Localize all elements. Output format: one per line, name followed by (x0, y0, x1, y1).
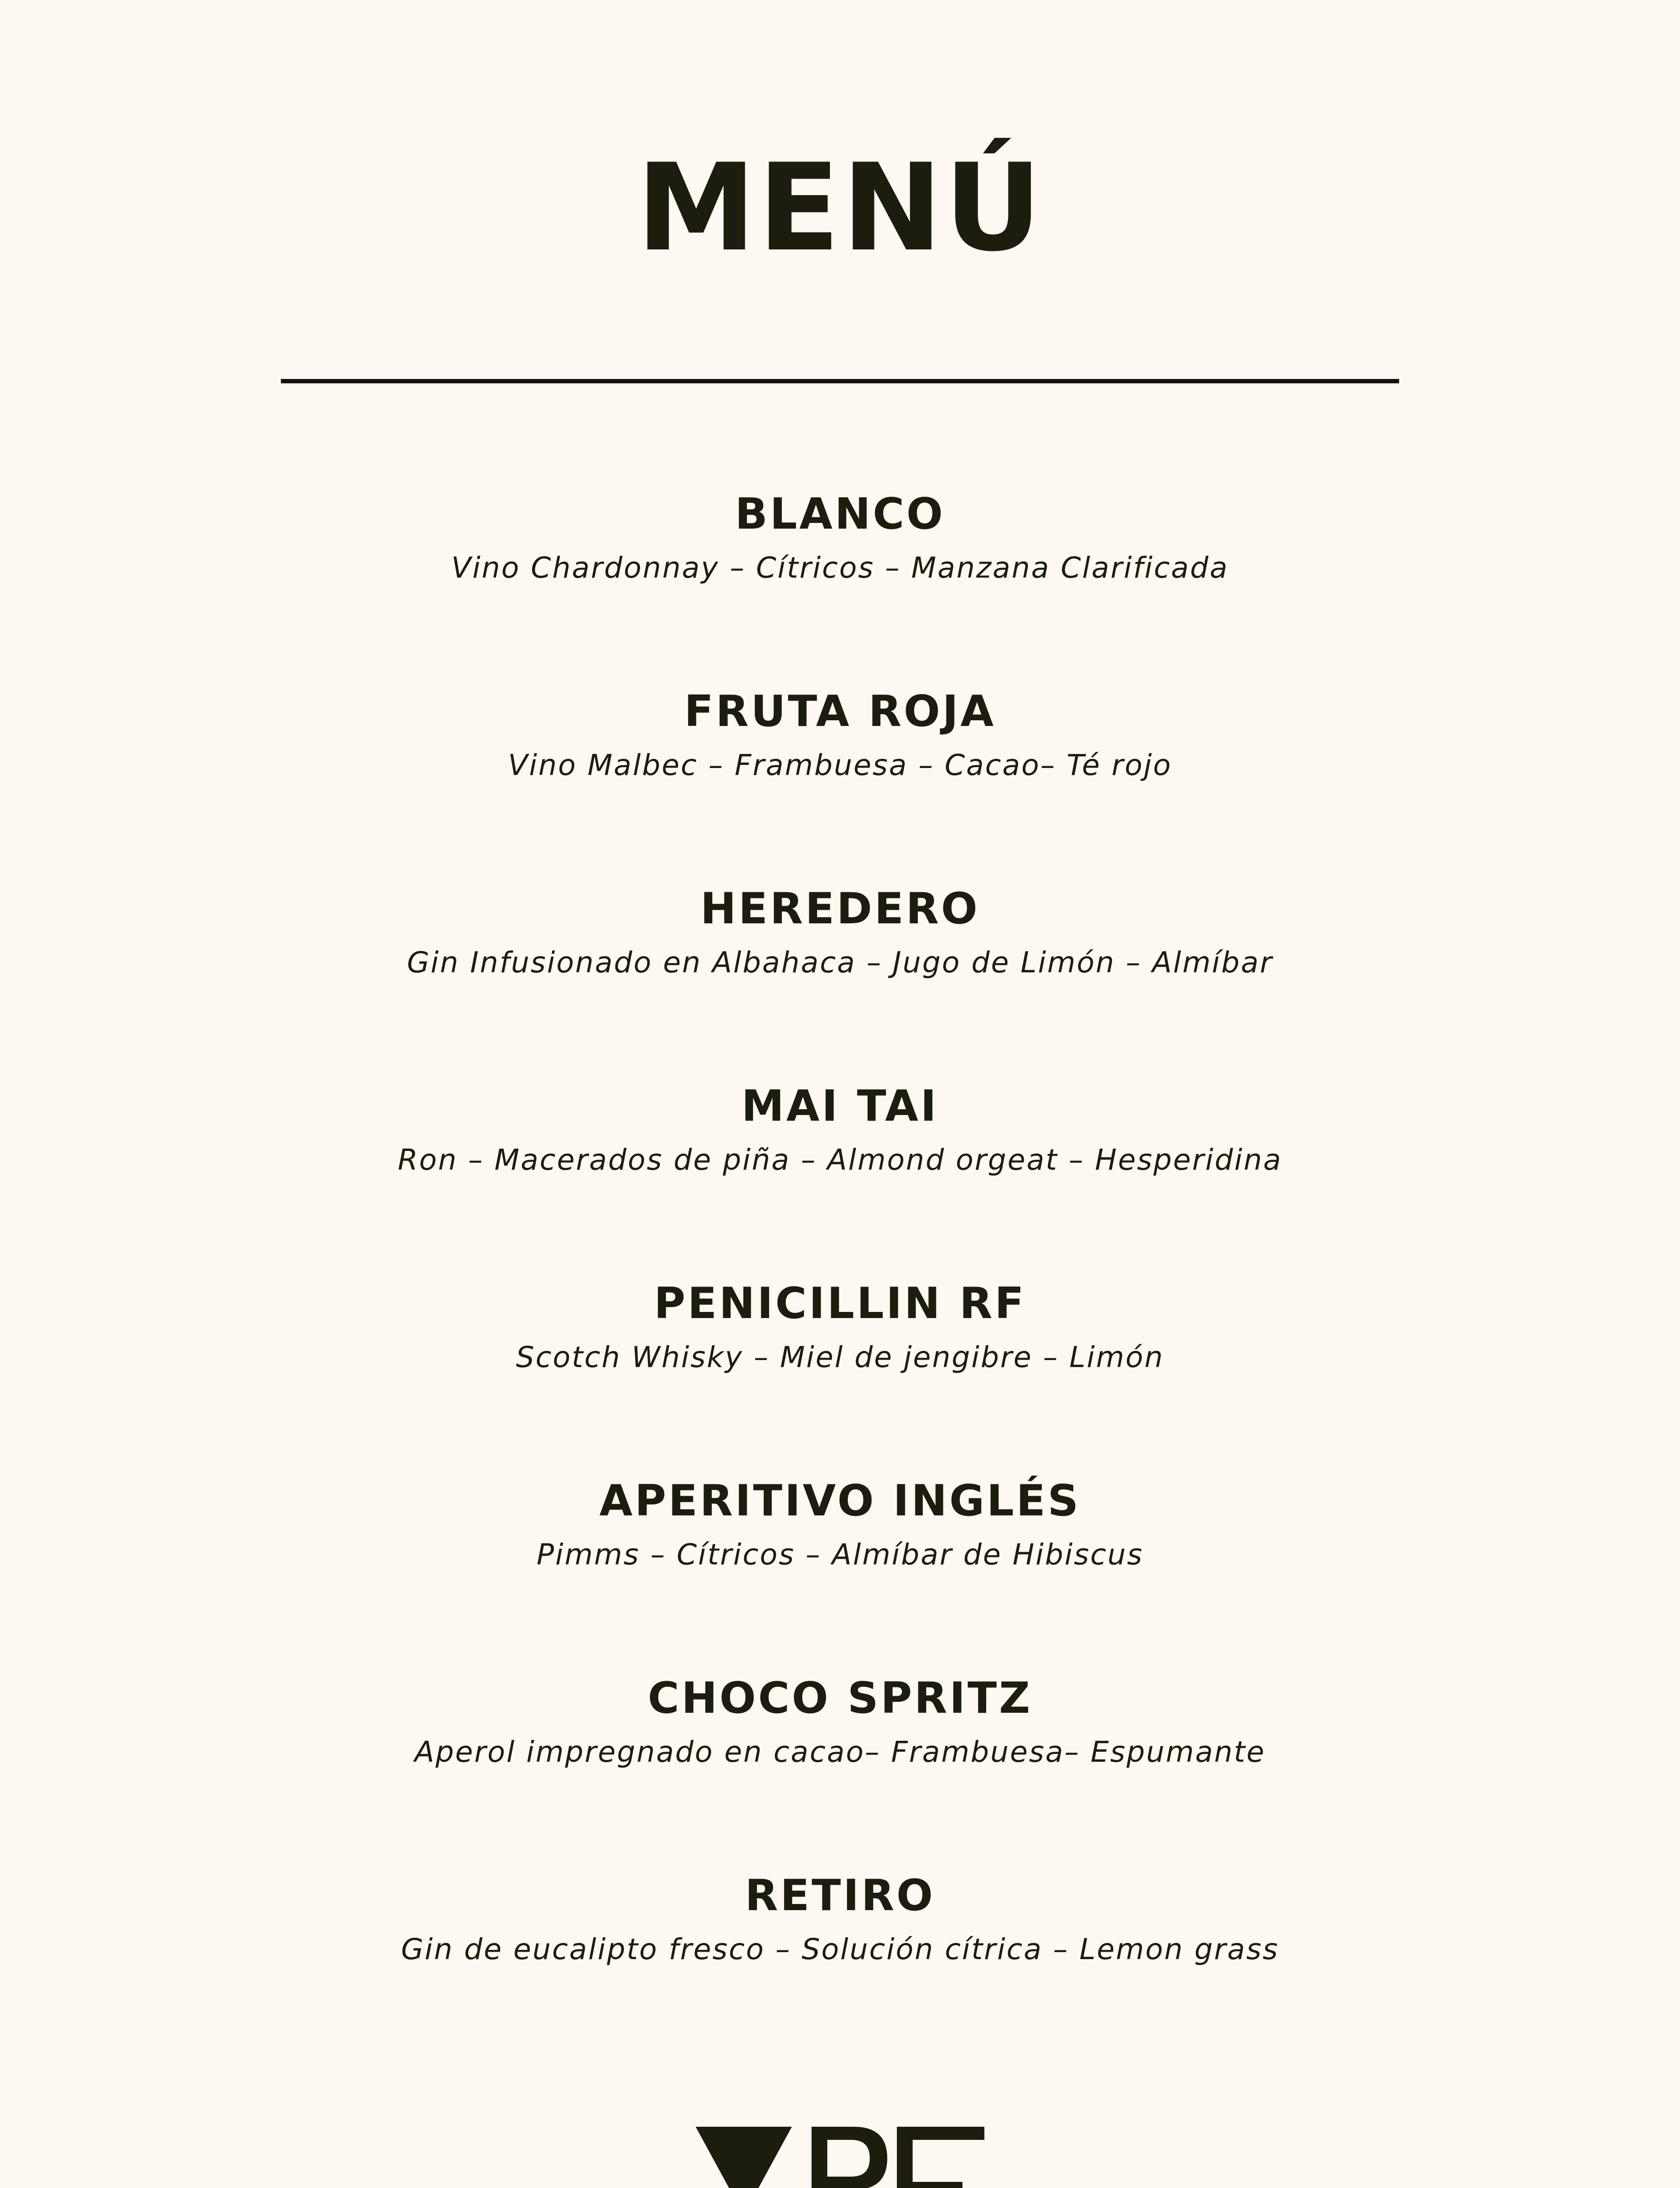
menu-item (0, 685, 1680, 883)
menu-item-name: BLANCO (735, 489, 945, 539)
menu-item-name: RETIRO (745, 1871, 935, 1921)
cocktail-glass-logo-icon (691, 2118, 989, 2188)
menu-item (0, 488, 1680, 685)
menu-item-name: APERITIVO INGLÉS (599, 1476, 1081, 1526)
menu-item-description: Vino Malbec – Frambuesa – Cacao– Té rojo (508, 748, 1172, 782)
menu-item-name: HEREDERO (700, 884, 980, 934)
menu-item (0, 1277, 1680, 1475)
menu-item-description: Ron – Macerados de piña – Almond orgeat – Hesperidina (398, 1143, 1282, 1177)
menu-item-name: CHOCO SPRITZ (648, 1673, 1032, 1723)
menu-item-description: Gin Infusionado en Albahaca – Jugo de Limón – Almíbar (407, 946, 1273, 979)
menu-item (0, 1869, 1680, 2067)
menu-item-name: FRUTA ROJA (684, 687, 996, 736)
menu-item-name: MAI TAI (741, 1081, 939, 1131)
menu-list (0, 488, 1680, 2067)
menu-item (0, 883, 1680, 1080)
menu-item-description: Vino Chardonnay – Cítricos – Manzana Clarificada (451, 551, 1229, 585)
title-divider (281, 379, 1399, 383)
menu-item-name: PENICILLIN RF (654, 1279, 1026, 1329)
menu-item (0, 1475, 1680, 1672)
page-title: MENÚ (636, 138, 1044, 278)
menu-item-description: Gin de eucalipto fresco – Solución cítrica – Lemon grass (401, 1932, 1279, 1966)
menu-item (0, 1672, 1680, 1869)
menu-item-description: Scotch Whisky – Miel de jengibre – Limón (516, 1340, 1164, 1374)
menu-item (0, 1080, 1680, 1277)
menu-item-description: Aperol impregnado en cacao– Frambuesa– Espumante (414, 1735, 1266, 1769)
menu-item-description: Pimms – Cítricos – Almíbar de Hibiscus (536, 1538, 1144, 1571)
